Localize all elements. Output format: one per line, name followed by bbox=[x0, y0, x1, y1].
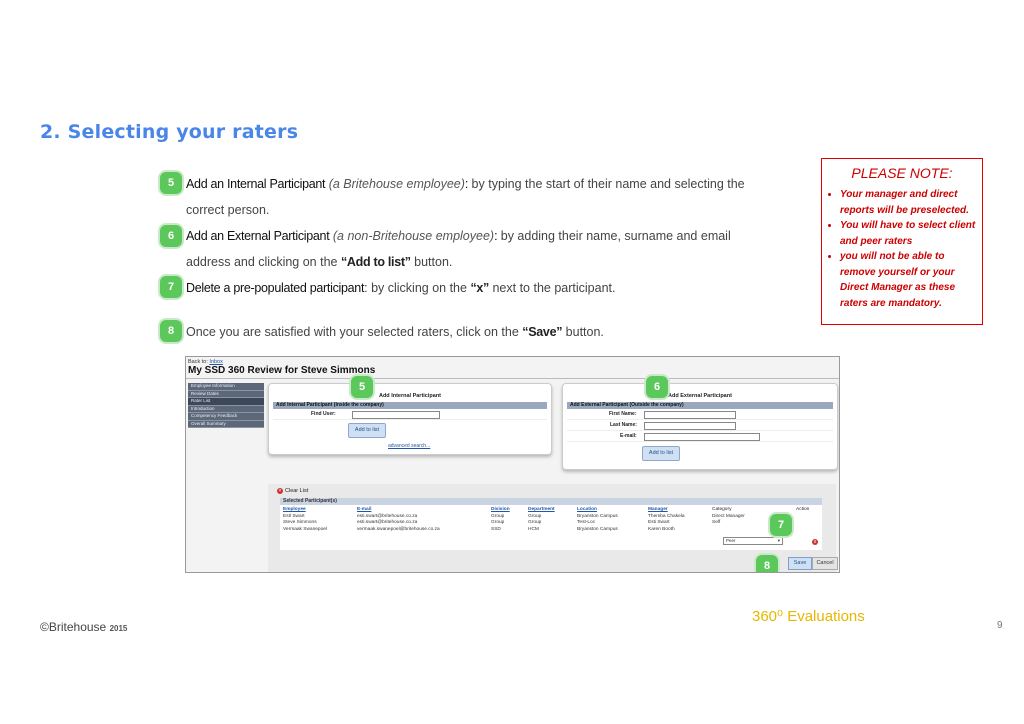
col-employee bbox=[283, 507, 327, 533]
step-5-colon: : bbox=[464, 177, 469, 191]
col-manager bbox=[648, 507, 685, 533]
last-name-label: Last Name: bbox=[610, 422, 637, 428]
step-5-text bbox=[186, 171, 786, 223]
advanced-search-link[interactable]: advanced search... bbox=[388, 443, 431, 449]
first-name-row bbox=[567, 410, 833, 420]
cell: Estl Swart bbox=[283, 513, 305, 519]
header-email[interactable]: E-mail bbox=[357, 507, 372, 512]
review-sidebar bbox=[188, 383, 264, 428]
step-6-rest-b: address and clicking on the bbox=[186, 255, 341, 269]
clear-list-label: Clear List bbox=[285, 488, 309, 494]
divider bbox=[186, 378, 839, 379]
header-department[interactable]: Department bbox=[528, 507, 555, 512]
col-category bbox=[712, 507, 745, 527]
delete-participant-button[interactable]: x bbox=[813, 539, 817, 545]
screenshot-badge-6: 6 bbox=[646, 376, 668, 398]
header-location[interactable]: Location bbox=[577, 507, 597, 512]
internal-panel-title: Add Internal Participant bbox=[378, 393, 442, 399]
back-prefix: Back to: bbox=[188, 359, 210, 365]
last-name-row bbox=[567, 421, 833, 431]
cell: Steve Simmons bbox=[283, 520, 317, 525]
header-action: Action bbox=[796, 507, 810, 512]
chevron-down-icon: ▾ bbox=[777, 538, 780, 543]
participants-table bbox=[280, 505, 822, 550]
review-heading: My SSD 360 Review for Steve Simmons bbox=[188, 365, 376, 376]
sidebar-item-review-dates[interactable]: Review Dates bbox=[188, 391, 264, 399]
cell: vermaak.swanepoel@britehouse.co.za bbox=[357, 526, 440, 532]
step-6-tail: button. bbox=[410, 255, 453, 269]
cell: Bryanston Campus bbox=[577, 526, 618, 532]
copyright-year: 2015 bbox=[109, 624, 128, 633]
screenshot-badge-5: 5 bbox=[351, 376, 373, 398]
category-select[interactable] bbox=[723, 537, 783, 545]
step-5-bold: Add an Internal Participant bbox=[186, 177, 326, 191]
sidebar-item-overall-summary[interactable]: Overall Summary bbox=[188, 421, 264, 429]
cell: Group bbox=[491, 520, 505, 525]
first-name-label: First Name: bbox=[609, 411, 637, 417]
step-7-tail: next to the participant. bbox=[489, 281, 616, 295]
step-8-quote: “Save” bbox=[522, 325, 563, 339]
step-8-rest: Once you are satisfied with your selected raters, click on the bbox=[186, 325, 523, 339]
email-input[interactable] bbox=[644, 433, 760, 441]
email-row bbox=[567, 432, 833, 442]
header-employee[interactable]: Employee bbox=[283, 507, 306, 512]
step-5-rest-b: correct person. bbox=[186, 203, 270, 217]
selected-participants-area bbox=[268, 484, 836, 572]
page-number: 9 bbox=[997, 620, 1003, 631]
sidebar-item-employee-information[interactable]: Employee Information bbox=[188, 383, 264, 391]
email-label: E-mail: bbox=[620, 433, 637, 439]
step-badge-8: 8 bbox=[160, 320, 182, 342]
cell: Esti Swart bbox=[648, 520, 670, 525]
col-division bbox=[491, 507, 510, 533]
inbox-link[interactable]: Inbox bbox=[209, 359, 223, 365]
external-add-to-list-button[interactable]: Add to list bbox=[642, 446, 680, 461]
copyright-brand: ©Britehouse bbox=[40, 620, 107, 634]
note-title: PLEASE NOTE: bbox=[851, 165, 953, 181]
please-note-box bbox=[821, 158, 983, 325]
note-item: • You will have to select client and peer raters bbox=[840, 218, 976, 249]
col-action bbox=[796, 507, 809, 514]
category-select-value: Peer bbox=[726, 538, 736, 543]
cell: esti.swart@britehouse.co.za bbox=[357, 513, 418, 519]
step-8-text bbox=[186, 319, 786, 345]
step-6-italic: (a non-Britehouse employee) bbox=[332, 229, 495, 243]
cell: Themba Chakela bbox=[648, 513, 685, 519]
step-6-quote: “Add to list” bbox=[340, 255, 411, 269]
sidebar-item-introduction[interactable]: Introduction bbox=[188, 406, 264, 414]
clear-list[interactable] bbox=[277, 488, 308, 494]
embedded-screenshot bbox=[185, 356, 840, 573]
selected-participants-bar: Selected Participant(s) bbox=[280, 498, 822, 505]
step-6-bold: Add an External Participant bbox=[186, 229, 330, 243]
cell: Group bbox=[491, 513, 505, 519]
last-name-input[interactable] bbox=[644, 422, 736, 430]
first-name-input[interactable] bbox=[644, 411, 736, 419]
external-participant-panel bbox=[562, 383, 838, 470]
cell: Vermaak Swanepoel bbox=[283, 526, 327, 532]
step-7-text bbox=[186, 275, 786, 301]
page-title: 2. Selecting your raters bbox=[40, 121, 299, 143]
cell: esti.swart@britehouse.co.za bbox=[357, 520, 418, 525]
step-7-quote: “x” bbox=[470, 281, 489, 295]
screenshot-badge-8: 8 bbox=[756, 555, 778, 573]
step-6-colon: : bbox=[494, 229, 498, 243]
sidebar-item-rater-list[interactable]: Rater List bbox=[188, 398, 264, 406]
col-email bbox=[357, 507, 440, 533]
internal-participant-panel bbox=[268, 383, 552, 455]
find-user-row bbox=[273, 410, 547, 420]
header-division[interactable]: Division bbox=[491, 507, 510, 512]
step-8-tail: button. bbox=[562, 325, 604, 339]
find-user-input[interactable] bbox=[352, 411, 440, 419]
step-6-text bbox=[186, 223, 786, 275]
step-badge-6: 6 bbox=[160, 225, 182, 247]
cell: Direct Manager bbox=[712, 513, 745, 519]
internal-add-to-list-button[interactable]: Add to list bbox=[348, 423, 386, 438]
cell: SSD bbox=[491, 526, 501, 532]
step-badge-7: 7 bbox=[160, 276, 182, 298]
note-list bbox=[828, 187, 976, 311]
sidebar-item-competency-feedback[interactable]: Competency Feedback bbox=[188, 413, 264, 421]
col-department bbox=[528, 507, 555, 533]
col-location bbox=[577, 507, 618, 533]
find-user-label: Find User: bbox=[311, 411, 336, 417]
internal-panel-bar: Add Internal Participant (Inside the company) bbox=[273, 402, 547, 409]
step-7-bold: Delete a pre-populated participant bbox=[186, 281, 365, 295]
header-manager[interactable]: Manager bbox=[648, 507, 668, 512]
header-category: Category bbox=[712, 507, 732, 512]
cell: Bryanston Campus bbox=[577, 513, 618, 519]
clear-icon: × bbox=[278, 488, 282, 494]
step-badge-5: 5 bbox=[160, 172, 182, 194]
evaluations-label: 360⁰ Evaluations bbox=[752, 608, 865, 625]
save-button[interactable]: Save bbox=[788, 557, 812, 570]
cell: Karen Booth bbox=[648, 526, 675, 532]
step-5-italic: (a Britehouse employee) bbox=[328, 177, 465, 191]
step-5-rest: by typing the start of their name and selecting the bbox=[468, 177, 745, 191]
screenshot-badge-7: 7 bbox=[770, 514, 792, 536]
cell: Self bbox=[712, 520, 721, 525]
cancel-button[interactable]: Cancel bbox=[812, 557, 838, 570]
step-6-rest: by adding their name, surname and email bbox=[497, 229, 731, 243]
note-item: • you will not be able to remove yourself or your Direct Manager as these raters are mandatory. bbox=[840, 249, 976, 311]
external-panel-bar: Add External Participant (Outside the company) bbox=[567, 402, 833, 409]
cell: HCM bbox=[528, 526, 539, 532]
cell: Test-Loc bbox=[577, 520, 596, 525]
step-7-rest: : by clicking on the bbox=[364, 281, 471, 295]
note-item: • Your manager and direct reports will be preselected. bbox=[840, 187, 976, 218]
cell: Group bbox=[528, 520, 542, 525]
external-panel-title: Add External Participant bbox=[668, 393, 732, 399]
copyright bbox=[40, 620, 127, 634]
cell: Group bbox=[528, 513, 542, 519]
